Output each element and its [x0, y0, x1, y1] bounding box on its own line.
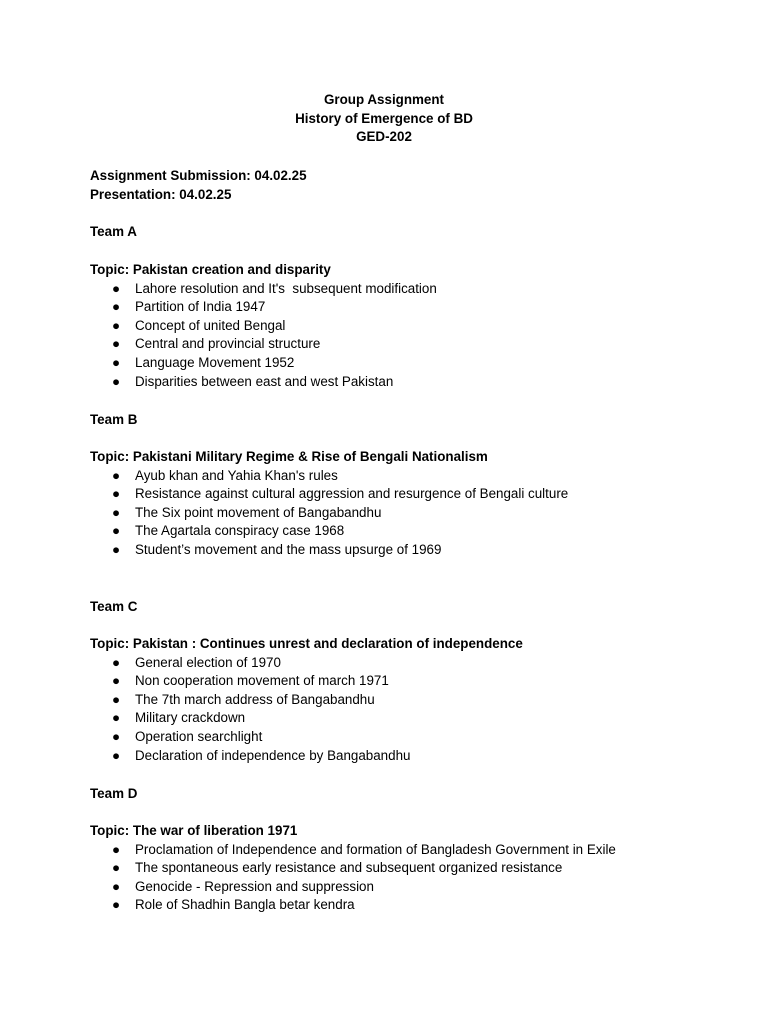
list-item: ● Non cooperation movement of march 1971 — [90, 672, 690, 691]
team-a-section — [90, 223, 690, 242]
topic-list — [90, 467, 690, 560]
bullet-icon: ● — [112, 373, 121, 389]
bullet-icon: ● — [112, 897, 121, 913]
bullet-icon: ● — [112, 860, 121, 876]
list-item: ● The Agartala conspiracy case 1968 — [90, 522, 690, 541]
team-b-topic-section — [90, 448, 690, 560]
team-topic: Topic: Pakistani Military Regime & Rise of Bengali Nationalism — [90, 449, 488, 464]
list-item: ● Genocide - Repression and suppression — [90, 878, 690, 897]
team-name: Team C — [90, 599, 138, 614]
team-a-topic-section — [90, 261, 690, 391]
bullet-icon: ● — [112, 747, 121, 763]
team-name: Team A — [90, 224, 137, 239]
submission-date: Assignment Submission: 04.02.25 — [90, 168, 307, 183]
bullet-icon: ● — [112, 523, 121, 539]
document-header — [0, 91, 768, 147]
list-item: ● Operation searchlight — [90, 728, 690, 747]
list-item: ● Military crackdown — [90, 709, 690, 728]
team-topic: Topic: Pakistan : Continues unrest and declaration of independence — [90, 636, 523, 651]
list-item: ● General election of 1970 — [90, 654, 690, 673]
bullet-icon: ● — [112, 504, 121, 520]
list-item: ● The 7th march address of Bangabandhu — [90, 691, 690, 710]
list-item: ● The spontaneous early resistance and subsequent organized resistance — [90, 859, 690, 878]
list-item: ● Partition of India 1947 — [90, 298, 690, 317]
list-item: ● Resistance against cultural aggression and resurgence of Bengali culture — [90, 485, 690, 504]
topic-list — [90, 841, 690, 915]
bullet-icon: ● — [112, 691, 121, 707]
list-item: ● The Six point movement of Bangabandhu — [90, 504, 690, 523]
bullet-icon: ● — [112, 878, 121, 894]
bullet-icon: ● — [112, 280, 121, 296]
header-course-code: GED-202 — [356, 129, 412, 145]
list-item: ● Language Movement 1952 — [90, 354, 690, 373]
list-item: ● Declaration of independence by Bangabandhu — [90, 747, 690, 766]
team-d-topic-section — [90, 822, 690, 915]
bullet-icon: ● — [112, 354, 121, 370]
team-name: Team D — [90, 786, 138, 801]
bullet-icon: ● — [112, 336, 121, 352]
team-name: Team B — [90, 412, 138, 427]
topic-list — [90, 280, 690, 392]
list-item: ● Concept of united Bengal — [90, 317, 690, 336]
list-item: ● Ayub khan and Yahia Khan's rules — [90, 467, 690, 486]
team-b-section — [90, 411, 690, 430]
bullet-icon: ● — [112, 654, 121, 670]
header-title: Group Assignment — [323, 92, 445, 107]
bullet-icon: ● — [112, 673, 121, 689]
bullet-icon: ● — [112, 728, 121, 744]
list-item: ● Disparities between east and west Pakistan — [90, 373, 690, 392]
bullet-icon: ● — [112, 541, 121, 557]
list-item: ● Student’s movement and the mass upsurge of 1969 — [90, 541, 690, 560]
bullet-icon: ● — [112, 710, 121, 726]
team-topic: Topic: Pakistan creation and disparity — [90, 262, 331, 277]
team-c-topic-section — [90, 635, 690, 765]
bullet-icon: ● — [112, 841, 121, 857]
list-item: ● Central and provincial structure — [90, 335, 690, 354]
bullet-icon: ● — [112, 299, 121, 315]
team-c-section — [90, 598, 690, 617]
header-course-name: History of Emergence of BD — [295, 110, 473, 126]
bullet-icon: ● — [112, 317, 121, 333]
dates-section — [90, 167, 690, 204]
team-d-section — [90, 785, 690, 804]
team-topic: Topic: The war of liberation 1971 — [90, 823, 298, 838]
list-item: ● Lahore resolution and It's subsequent modification — [90, 280, 690, 299]
bullet-icon: ● — [112, 486, 121, 502]
list-item: ● Proclamation of Independence and formation of Bangladesh Government in Exile — [90, 841, 690, 860]
list-item: ● Role of Shadhin Bangla betar kendra — [90, 896, 690, 915]
presentation-date: Presentation: 04.02.25 — [90, 186, 232, 202]
topic-list — [90, 654, 690, 766]
bullet-icon: ● — [112, 467, 121, 483]
